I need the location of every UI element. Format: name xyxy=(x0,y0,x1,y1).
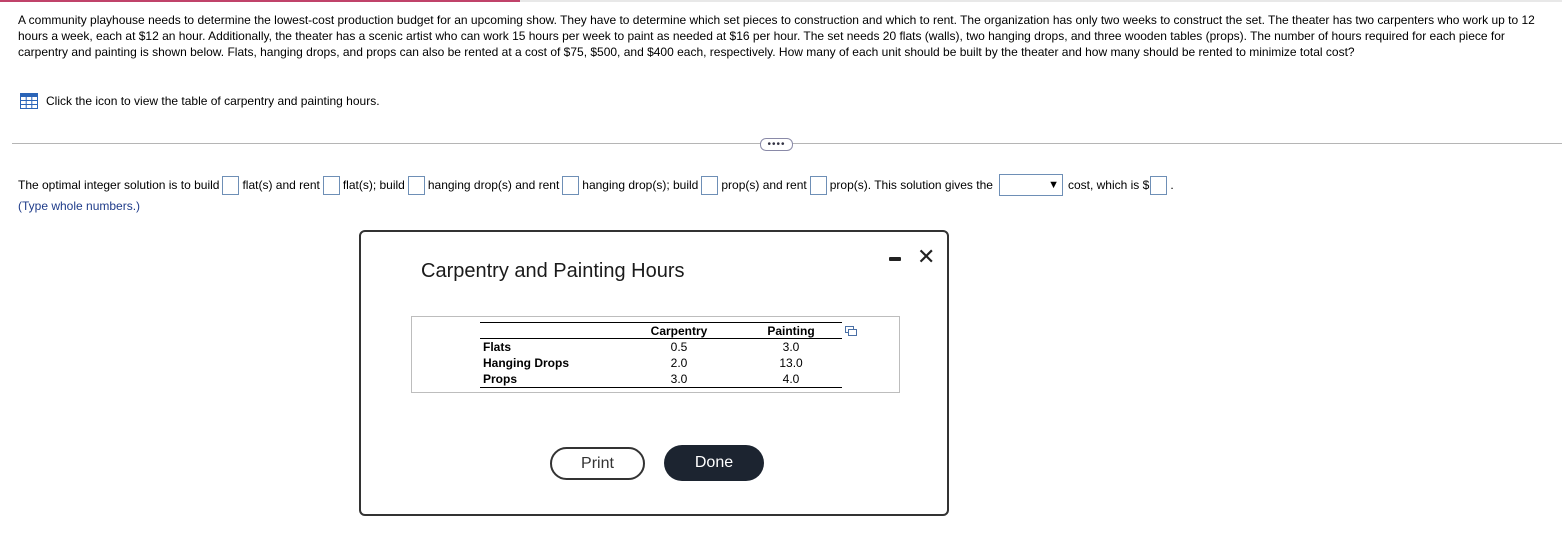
painting-value: 4.0 xyxy=(740,371,842,388)
table-hint-text[interactable]: Click the icon to view the table of carpentry and painting hours. xyxy=(46,94,380,108)
hours-table xyxy=(480,322,842,388)
top-border xyxy=(0,0,1562,2)
copy-table-icon[interactable] xyxy=(845,326,857,336)
table-header-blank xyxy=(480,323,618,339)
print-button[interactable]: Print xyxy=(550,447,645,480)
rent-drops-input[interactable] xyxy=(562,176,579,195)
answer-text-9: . xyxy=(1170,178,1174,192)
table-row xyxy=(480,371,842,388)
rent-props-input[interactable] xyxy=(810,176,827,195)
answer-text-4: hanging drop(s) and rent xyxy=(427,178,560,192)
rent-flats-input[interactable] xyxy=(323,176,340,195)
table-grid-icon[interactable] xyxy=(20,93,38,109)
hours-table-frame xyxy=(411,316,900,393)
row-label: Hanging Drops xyxy=(483,356,569,370)
carpentry-value: 0.5 xyxy=(670,340,688,354)
answer-text-1: The optimal integer solution is to build xyxy=(18,178,220,192)
dialog-title: Carpentry and Painting Hours xyxy=(421,260,685,282)
answer-text-7: prop(s). This solution gives the xyxy=(829,178,993,192)
answer-text-3: flat(s); build xyxy=(342,178,405,192)
table-row xyxy=(480,355,842,371)
row-label: Props xyxy=(480,371,618,388)
answer-text-8: cost, which is $ xyxy=(1067,178,1150,192)
type-whole-numbers-note: (Type whole numbers.) xyxy=(18,199,141,213)
top-accent-bar xyxy=(0,0,520,2)
answer-text-2: flat(s) and rent xyxy=(242,178,320,192)
table-header-carpentry: Carpentry xyxy=(618,323,740,339)
expand-more-button[interactable]: •••• xyxy=(760,138,793,151)
table-hint[interactable] xyxy=(20,93,380,109)
carpentry-value: 2.0 xyxy=(670,356,688,370)
carpentry-value: 3.0 xyxy=(618,371,740,388)
total-cost-input[interactable] xyxy=(1150,176,1167,195)
minimize-icon[interactable] xyxy=(889,257,901,261)
dropdown-arrow-icon[interactable]: ▼ xyxy=(1048,178,1059,191)
build-flats-input[interactable] xyxy=(222,176,239,195)
table-row xyxy=(480,339,842,356)
cost-type-select[interactable] xyxy=(999,174,1063,196)
answer-text-6: prop(s) and rent xyxy=(721,178,807,192)
painting-value: 3.0 xyxy=(782,340,800,354)
answer-sentence xyxy=(18,174,1174,196)
done-button[interactable]: Done xyxy=(664,445,764,481)
table-header-painting: Painting xyxy=(740,323,842,339)
painting-value: 13.0 xyxy=(779,356,803,370)
close-icon[interactable]: ✕ xyxy=(917,244,936,269)
problem-statement: A community playhouse needs to determine the lowest-cost production budget for an upcoming show. They have to determine which set pieces to construction and which to rent. The organization has only two weeks to construct the set. The theater has two carpenters who work up to 12 hours a week, each at $12 an hour. Additionally, the theater has a scenic artist who can work 15 hours per week to paint as needed at $16 per hour. The set needs 20 flats (walls), two hanging drops, and three wooden tables (props). The number of hours required for each piece for carpentry and painting is shown below. Flats, hanging drops, and props can also be rented at a cost of $75, $500, and $400 each, respectively. How many of each unit should be built by the theater and how many should be rented to minimize total cost? xyxy=(18,13,1535,59)
row-label: Flats xyxy=(483,340,512,354)
build-drops-input[interactable] xyxy=(408,176,425,195)
hours-table-dialog xyxy=(359,230,949,516)
table-header-row xyxy=(480,323,842,339)
build-props-input[interactable] xyxy=(701,176,718,195)
answer-text-5: hanging drop(s); build xyxy=(582,178,699,192)
